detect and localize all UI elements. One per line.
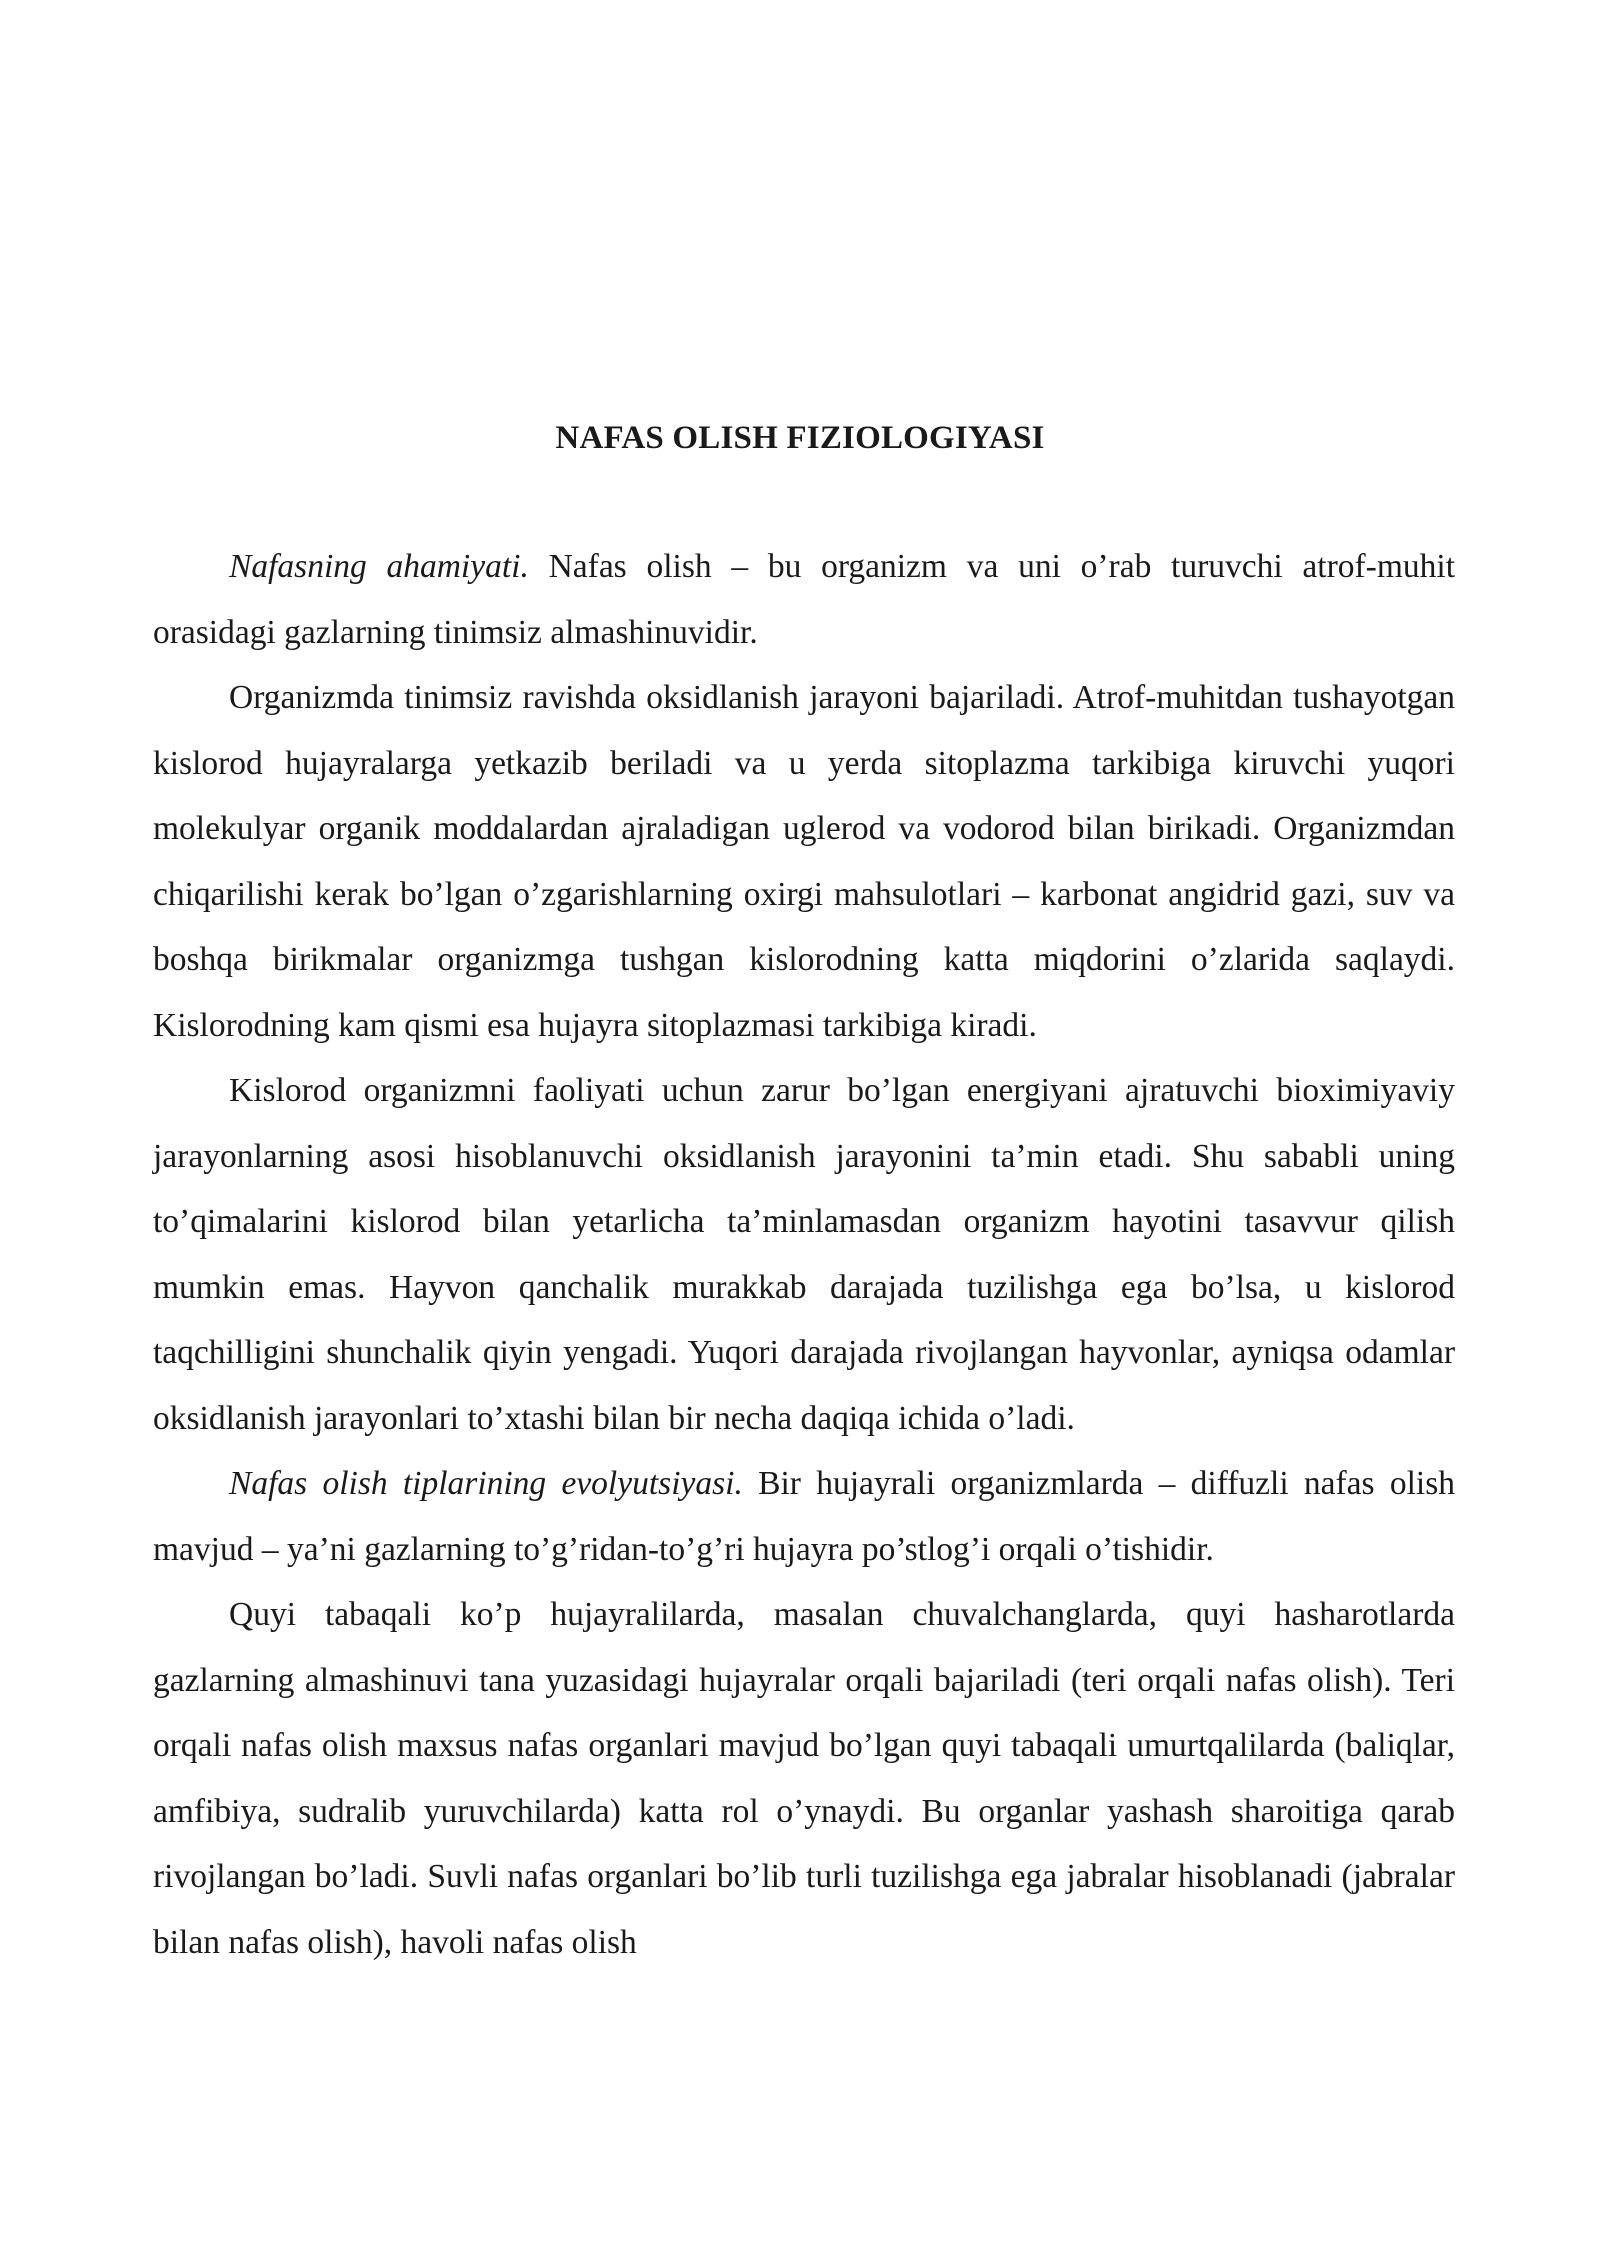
paragraph-5-text: Quyi tabaqali ko’p hujayralilarda, masalan chuvalchanglarda, quyi hasharotlarda gazlarning almashinuvi tana yuzasidagi hujayralar orqali bajariladi (teri orqali nafas olish). Teri orqali nafas olish maxsus nafas organlari mavjud bo’lgan quyi tabaqali umurtqalilarda (baliqlar, amfibiya, sudralib yuruvchilarda) katta rol o’ynaydi. Bu organlar yashash sharoitiga qarab rivojlangan bo’ladi. Suvli nafas organlari bo’lib turli tuzilishga ega jabralar hisoblanadi (jabralar bilan nafas olish), havoli nafas olish bbox=[153, 1596, 1455, 1961]
paragraph-4 bbox=[153, 1451, 1455, 1582]
document-title: NAFAS OLISH FIZIOLOGIYASI bbox=[555, 420, 1045, 456]
paragraph-4-text: Bir hujayrali organizmlarda – diffuzli nafas olish mavjud – ya’ni gazlarning to’g’ridan-to’g’ri hujayra po’stlog’i orqali o’tishidir. bbox=[153, 1465, 1455, 1568]
paragraph-3-text: Kislorod organizmni faoliyati uchun zarur bo’lgan energiyani ajratuvchi bioximiyaviy jarayonlarning asosi hisoblanuvchi oksidlanish jarayonini ta’min etadi. Shu sababli uning to’qimalarini kislorod bilan yetarlicha ta’minlamasdan organizm hayotini tasavvur qilish mumkin emas. Hayvon qanchalik murakkab darajada tuzilishga ega bo’lsa, u kislorod taqchilligini shunchalik qiyin yengadi. Yuqori darajada rivojlangan hayvonlar, ayniqsa odamlar oksidlanish jarayonlari to’xtashi bilan bir necha daqiqa ichida o’ladi. bbox=[153, 1072, 1455, 1437]
paragraph-1 bbox=[153, 534, 1455, 665]
paragraph-1-text: Nafas olish – bu organizm va uni o’rab turuvchi atrof-muhit orasidagi gazlarning tinimsiz almashinuvidir. bbox=[153, 548, 1455, 651]
paragraph-1-lead: Nafasning ahamiyati. bbox=[229, 548, 529, 585]
paragraph-2 bbox=[153, 665, 1455, 1058]
paragraph-4-lead: Nafas olish tiplarining evolyutsiyasi. bbox=[229, 1465, 743, 1502]
paragraph-2-text: Organizmda tinimsiz ravishda oksidlanish jarayoni bajariladi. Atrof-muhitdan tushayotgan kislorod hujayralarga yetkazib beriladi va u yerda sitoplazma tarkibiga kiruvchi yuqori molekulyar organik moddalardan ajraladigan uglerod va vodorod bilan birikadi. Organizmdan chiqarilishi kerak bo’lgan o’zgarishlarning oxirgi mahsulotlari – karbonat angidrid gazi, suv va boshqa birikmalar organizmga tushgan kislorodning katta miqdorini o’zlarida saqlaydi. Kislorodning kam qismi esa hujayra sitoplazmasi tarkibiga kiradi. bbox=[153, 679, 1455, 1044]
document-body bbox=[153, 534, 1455, 1975]
paragraph-5 bbox=[153, 1582, 1455, 1975]
paragraph-3 bbox=[153, 1058, 1455, 1451]
